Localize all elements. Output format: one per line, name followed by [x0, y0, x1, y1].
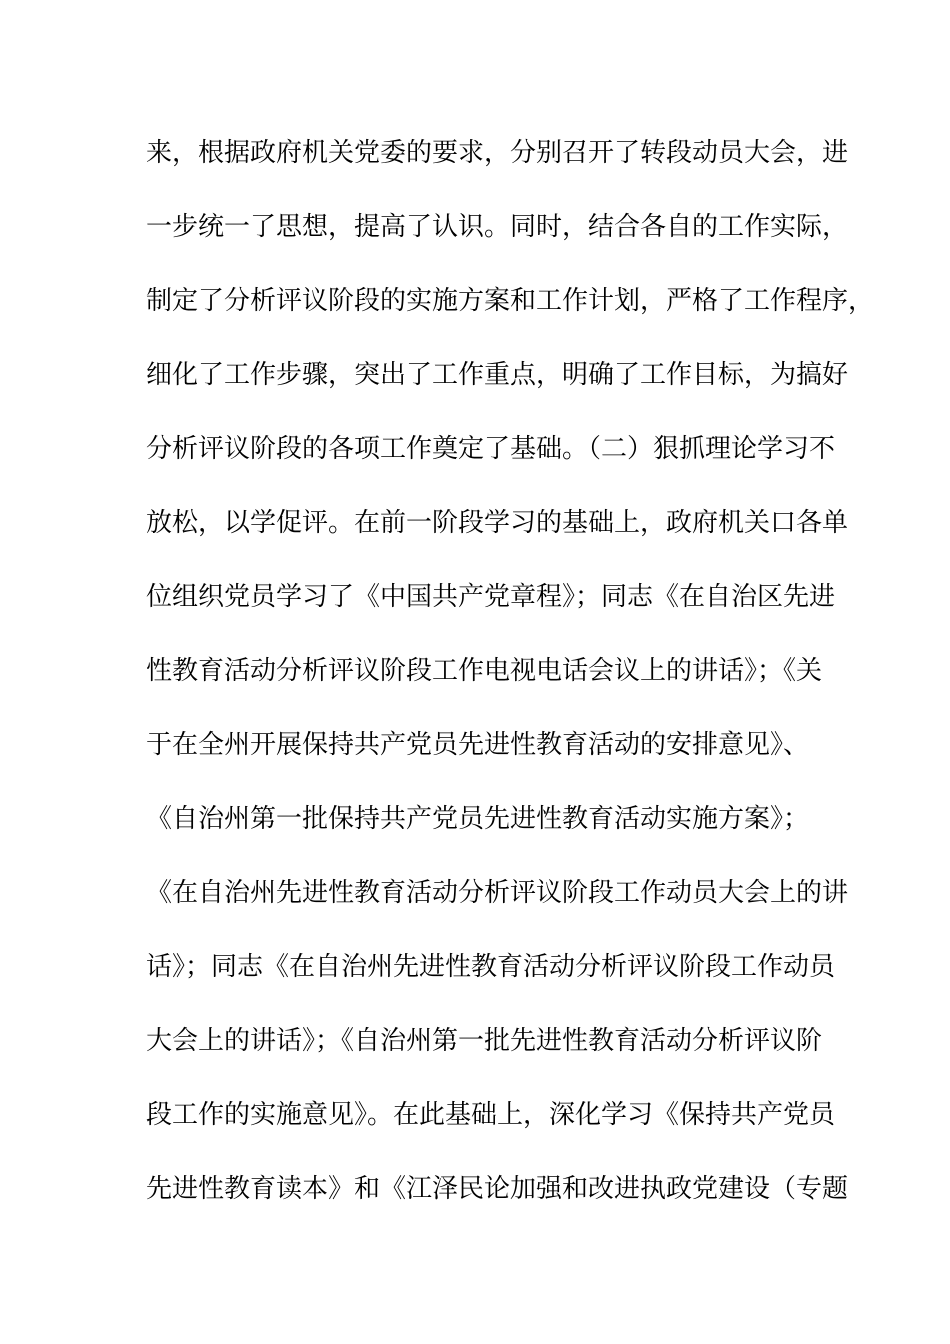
text-line: 制定了分析评议阶段的实施方案和工作计划，严格了工作程序，: [146, 286, 875, 316]
text-line: 性教育活动分析评议阶段工作电视电话会议上的讲话》；《关: [146, 656, 823, 686]
text-line: 段工作的实施意见》。在此基础上，深化学习《保持共产党员: [146, 1100, 836, 1130]
text-line: 分析评议阶段的各项工作奠定了基础。（二）狠抓理论学习不: [146, 434, 836, 464]
text-line: 《自治州第一批保持共产党员先进性教育活动实施方案》；: [146, 804, 810, 834]
text-line: 《在自治州先进性教育活动分析评议阶段工作动员大会上的讲: [146, 878, 849, 908]
text-line: 先进性教育读本》和《江泽民论加强和改进执政党建设（专题: [146, 1174, 849, 1204]
text-line: 放松，以学促评。在前一阶段学习的基础上，政府机关口各单: [146, 508, 849, 538]
text-line: 话》；同志《在自治州先进性教育活动分析评议阶段工作动员: [146, 952, 836, 982]
text-line: 一步统一了思想，提高了认识。同时，结合各自的工作实际，: [146, 212, 849, 242]
text-line: 细化了工作步骤，突出了工作重点，明确了工作目标，为搞好: [146, 360, 849, 390]
text-line: 于在全州开展保持共产党员先进性教育活动的安排意见》、: [146, 730, 810, 760]
text-line: 位组织党员学习了《中国共产党章程》；同志《在自治区先进: [146, 582, 836, 612]
text-line: 来，根据政府机关党委的要求，分别召开了转段动员大会，进: [146, 138, 849, 168]
text-line: 大会上的讲话》；《自治州第一批先进性教育活动分析评议阶: [146, 1026, 823, 1056]
body-text: [146, 133, 875, 1243]
